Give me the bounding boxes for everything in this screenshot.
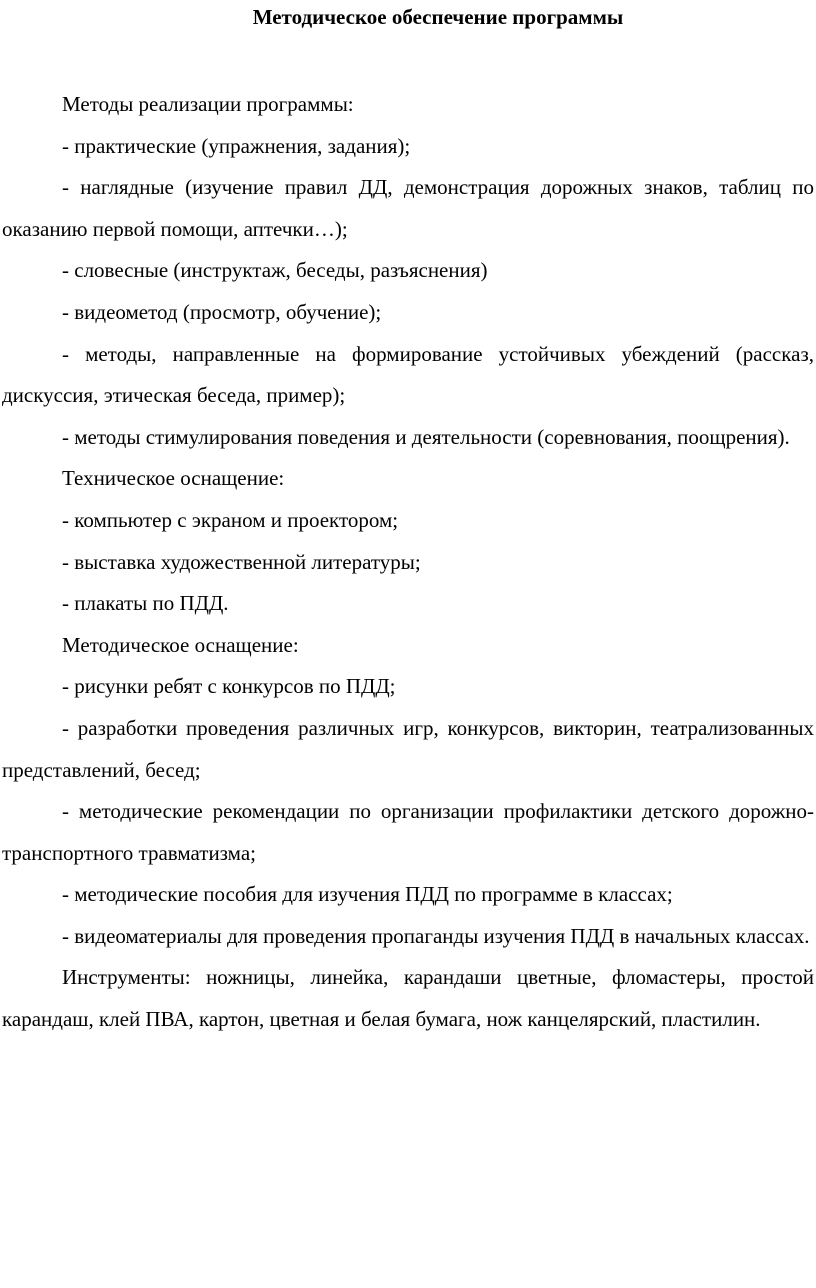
paragraph-recommendations: - методические рекомендации по организации профилактики детского дорожно-транспортного травматизма; — [2, 799, 814, 865]
paragraph-posters: - плакаты по ПДД. — [62, 591, 229, 616]
paragraph-practical: - практические (упражнения, задания); — [62, 133, 411, 158]
paragraph-methods-heading: Методы реализации программы: — [62, 92, 354, 116]
paragraph-tools: Инструменты: ножницы, линейка, карандаши цветные, фломастеры, простой карандаш, клей ПВА, картон, цветная и белая бумага, нож канцелярский, пластилин. — [2, 965, 814, 1032]
paragraph-videomaterials: - видеоматериалы для проведения пропаганды изучения ПДД в начальных классах. — [62, 923, 810, 948]
page-title: Методическое обеспечение программы — [252, 5, 624, 29]
document-body — [2, 84, 814, 1041]
paragraph-methodical-heading: Методическое оснащение: — [62, 632, 299, 657]
paragraph-exhibition: - выставка художественной литературы; — [62, 549, 421, 574]
paragraph-video: - видеометод (просмотр, обучение); — [62, 299, 382, 324]
paragraph-verbal: - словесные (инструктаж, беседы, разъяснения) — [62, 258, 488, 283]
paragraph-stimulation: - методы стимулирования поведения и деятельности (соревнования, поощрения). — [62, 424, 790, 449]
paragraph-visual: - наглядные (изучение правил ДД, демонстрация дорожных знаков, таблиц по оказанию первой помощи, аптечки…); — [2, 175, 814, 241]
paragraph-computer: - компьютер с экраном и проектором; — [62, 507, 399, 532]
paragraph-drawings: - рисунки ребят с конкурсов по ПДД; — [62, 674, 396, 699]
paragraph-beliefs: - методы, направленные на формирование устойчивых убеждений (рассказ, дискуссия, этическая беседа, пример); — [2, 341, 814, 408]
paragraph-manuals: - методические пособия для изучения ПДД по программе в классах; — [62, 882, 673, 907]
paragraph-technical-heading: Техническое оснащение: — [62, 466, 285, 491]
paragraph-developments: - разработки проведения различных игр, конкурсов, викторин, театрализованных представлений, бесед; — [2, 715, 814, 782]
